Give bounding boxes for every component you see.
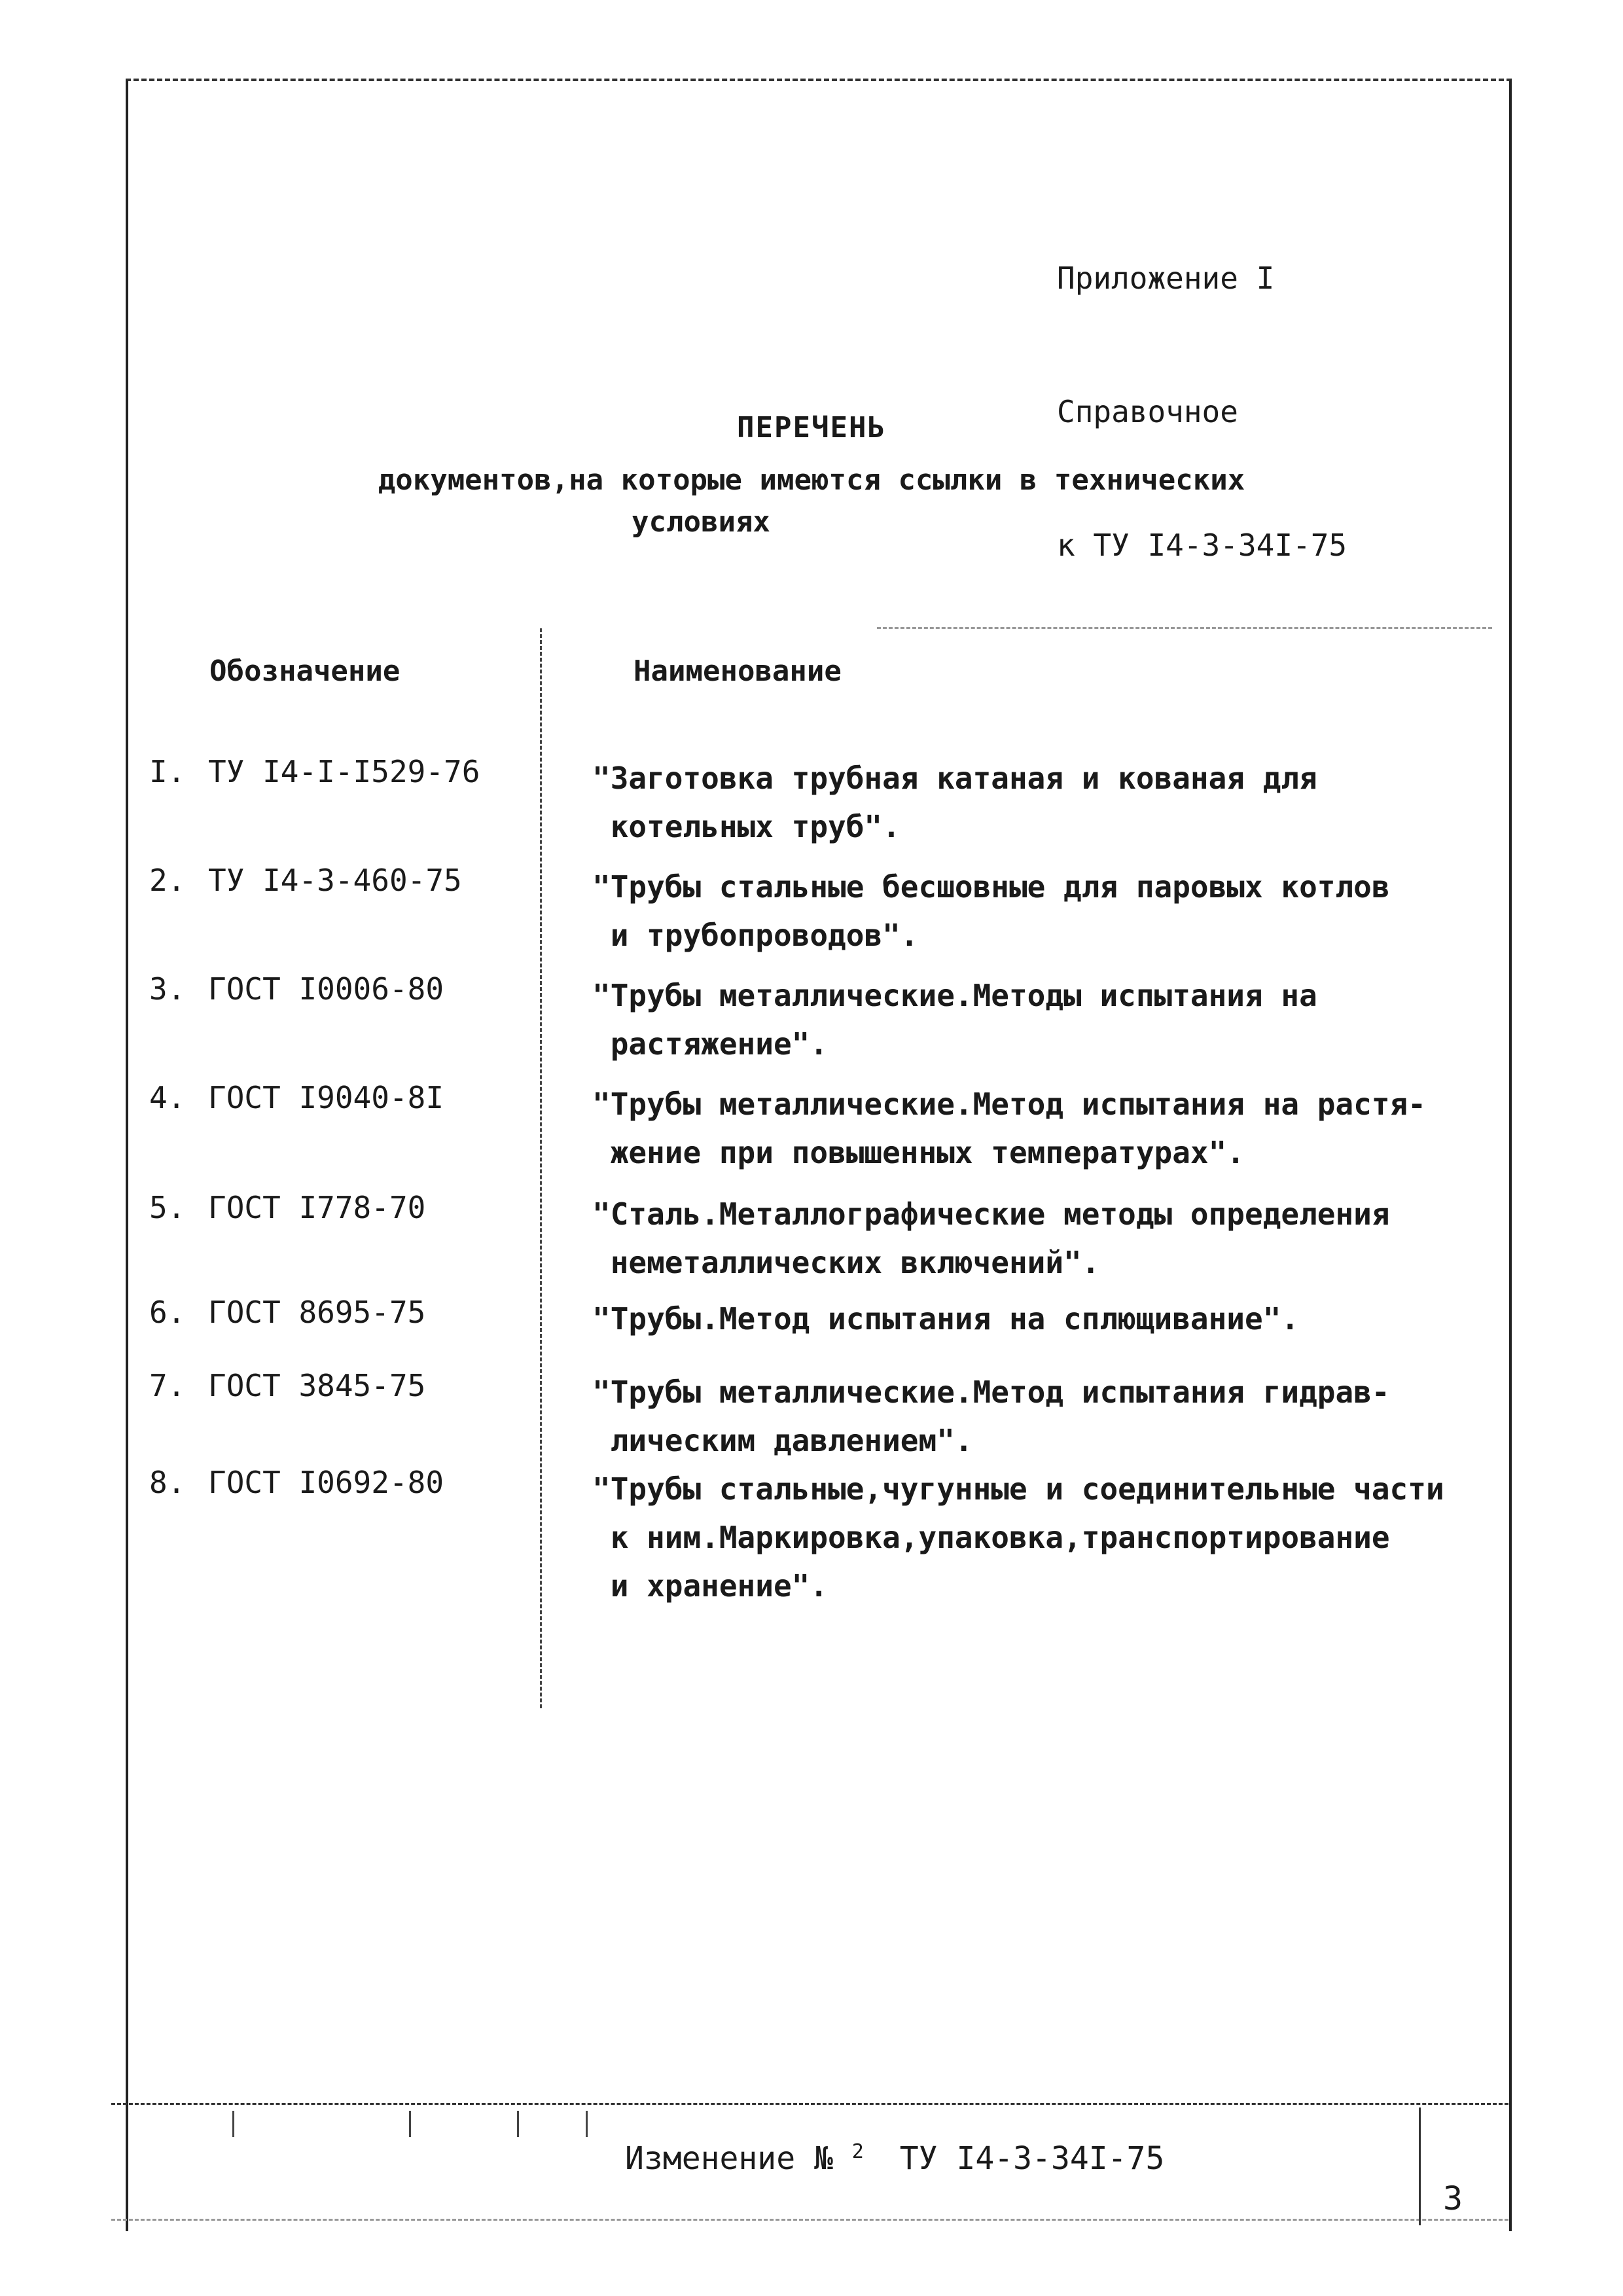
item-name-line: "Трубы металлические.Метод испытания на растя- <box>592 1086 1426 1122</box>
item-number: 7. <box>149 1368 186 1403</box>
item-name-line: неметаллических включений". <box>592 1245 1100 1280</box>
appendix-line-3: к ТУ I4-3-34I-75 <box>1057 528 1347 563</box>
item-designation: ГОСТ I778-70 <box>208 1190 426 1225</box>
item-designation: ГОСТ I0006-80 <box>208 971 444 1007</box>
stamp-tick <box>586 2111 588 2137</box>
page-number: 3 <box>1443 2179 1463 2217</box>
column-header-name: Наименование <box>633 655 842 688</box>
item-designation: ГОСТ I0692-80 <box>208 1465 444 1500</box>
item-number: 5. <box>149 1190 186 1225</box>
item-designation: ТУ I4-3-460-75 <box>208 863 462 898</box>
item-designation: ГОСТ 3845-75 <box>208 1368 426 1403</box>
item-name-line: растяжение". <box>592 1026 829 1062</box>
stamp-bottom-line <box>111 2219 1508 2221</box>
change-doc: ТУ I4-3-34I-75 <box>899 2140 1165 2177</box>
item-name-line: жение при повышенных температурах". <box>592 1135 1245 1170</box>
item-name-line: и трубопроводов". <box>592 918 919 953</box>
appendix-line-1: Приложение I <box>1057 260 1275 296</box>
stamp-tick <box>232 2111 234 2137</box>
document-subtitle-line-1: документов,на которые имеются ссылки в технических <box>378 463 1245 497</box>
item-name-line: "Трубы металлические.Метод испытания гидрав- <box>592 1374 1390 1410</box>
header-dashed-line <box>877 627 1492 629</box>
stamp-tick <box>517 2111 519 2137</box>
column-header-designation: Обозначение <box>209 655 401 688</box>
appendix-line-2: Справочное <box>1057 394 1238 429</box>
change-number: 2 <box>851 2140 864 2163</box>
item-name <box>592 1368 1482 1465</box>
appendix-note <box>1057 167 1347 612</box>
item-name <box>592 1295 1482 1343</box>
item-name <box>592 971 1482 1068</box>
stamp-tick <box>409 2111 411 2137</box>
item-name <box>592 1080 1482 1177</box>
item-name <box>592 1190 1482 1287</box>
stamp-top-line <box>111 2103 1508 2105</box>
item-name-line: лическим давлением". <box>592 1423 973 1458</box>
item-number: 2. <box>149 863 186 898</box>
item-name-line: "Сталь.Металлографические методы определения <box>592 1196 1390 1232</box>
item-number: I. <box>149 754 186 789</box>
change-label: Изменение № <box>625 2140 833 2177</box>
item-number: 6. <box>149 1295 186 1330</box>
item-name-line: "Трубы металлические.Методы испытания на <box>592 978 1317 1013</box>
item-name <box>592 754 1482 851</box>
item-number: 8. <box>149 1465 186 1500</box>
item-name <box>592 1465 1482 1610</box>
item-name-line: котельных труб". <box>592 809 901 844</box>
document-title: ПЕРЕЧЕНЬ <box>737 411 886 444</box>
item-name-line: "Заготовка трубная катаная и кованая для <box>592 761 1317 796</box>
item-designation: ТУ I4-I-I529-76 <box>208 754 480 789</box>
item-name-line: к ним.Маркировка,упаковка,транспортирование <box>592 1520 1390 1555</box>
column-divider <box>540 628 542 1708</box>
item-designation: ГОСТ I9040-8I <box>208 1080 444 1115</box>
item-name <box>592 863 1482 960</box>
item-name-line: "Трубы.Метод испытания на сплющивание". <box>592 1301 1300 1336</box>
item-name-line: "Трубы стальные,чугунные и соединительные части <box>592 1471 1444 1507</box>
document-subtitle-line-2: условиях <box>632 505 770 539</box>
item-number: 4. <box>149 1080 186 1115</box>
item-number: 3. <box>149 971 186 1007</box>
item-name-line: "Трубы стальные бесшовные для паровых котлов <box>592 869 1390 905</box>
item-designation: ГОСТ 8695-75 <box>208 1295 426 1330</box>
change-note <box>625 2140 1164 2177</box>
item-name-line: и хранение". <box>592 1568 829 1604</box>
